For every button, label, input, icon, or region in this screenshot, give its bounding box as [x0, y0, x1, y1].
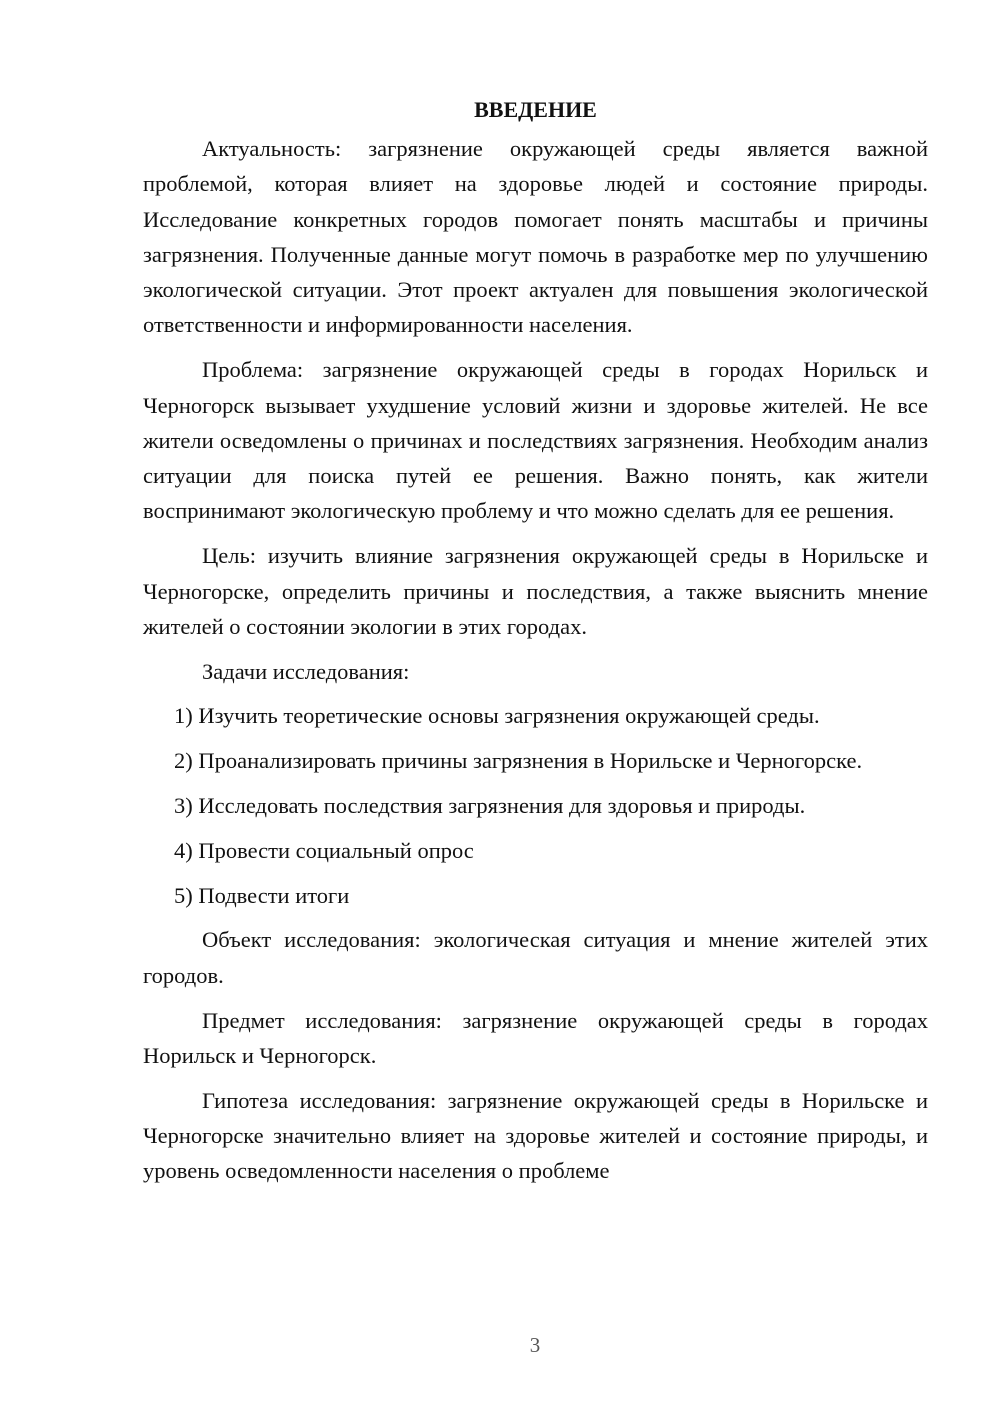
section-title: ВВЕДЕНИЕ — [474, 97, 597, 122]
document-page — [143, 95, 928, 1198]
task-item-3: 3) Исследовать последствия загрязнения для здоровья и природы. — [174, 793, 806, 819]
task-item-5: 5) Подвести итоги — [174, 882, 350, 908]
problem-paragraph: Проблема: загрязнение окружающей среды в городах Норильск и Черногорск вызывает ухудшение условий жизни и здоровье жителей. Не все жители осведомлены о причинах и последствиях загрязнения. Необходим анализ ситуации для поиска путей ее решения. Важно понять, как жители воспринимают экологическую проблему и что можно сделать для ее решения. — [143, 357, 928, 524]
subject-paragraph: Предмет исследования: загрязнение окружающей среды в городах Норильск и Черногорск. — [143, 1007, 928, 1068]
page-number: 3 — [529, 1333, 541, 1357]
task-item-1: 1) Изучить теоретические основы загрязнения окружающей среды. — [174, 703, 820, 729]
tasks-heading: Задачи исследования: — [202, 658, 410, 684]
task-item-4: 4) Провести социальный опрос — [174, 837, 474, 863]
object-paragraph: Объект исследования: экологическая ситуация и мнение жителей этих городов. — [143, 927, 928, 988]
hypothesis-paragraph: Гипотеза исследования: загрязнение окружающей среды в Норильске и Черногорске значительно влияет на здоровье жителей и состояние природы, и уровень осведомленности населения о проблеме — [143, 1087, 928, 1184]
relevance-paragraph: Актуальность: загрязнение окружающей среды является важной проблемой, которая влияет на здоровье людей и состояние природы. Исследование конкретных городов помогает понять масштабы и причины загрязнения. Полученные данные могут помочь в разработке мер по улучшению экологической ситуации. Этот проект актуален для повышения экологической ответственности и информированности населения. — [143, 136, 928, 338]
goal-paragraph: Цель: изучить влияние загрязнения окружающей среды в Норильске и Черногорске, определить причины и последствия, а также выяснить мнение жителей о состоянии экологии в этих городах. — [143, 543, 928, 639]
task-item-2: 2) Проанализировать причины загрязнения в Норильске и Черногорске. — [174, 748, 863, 774]
